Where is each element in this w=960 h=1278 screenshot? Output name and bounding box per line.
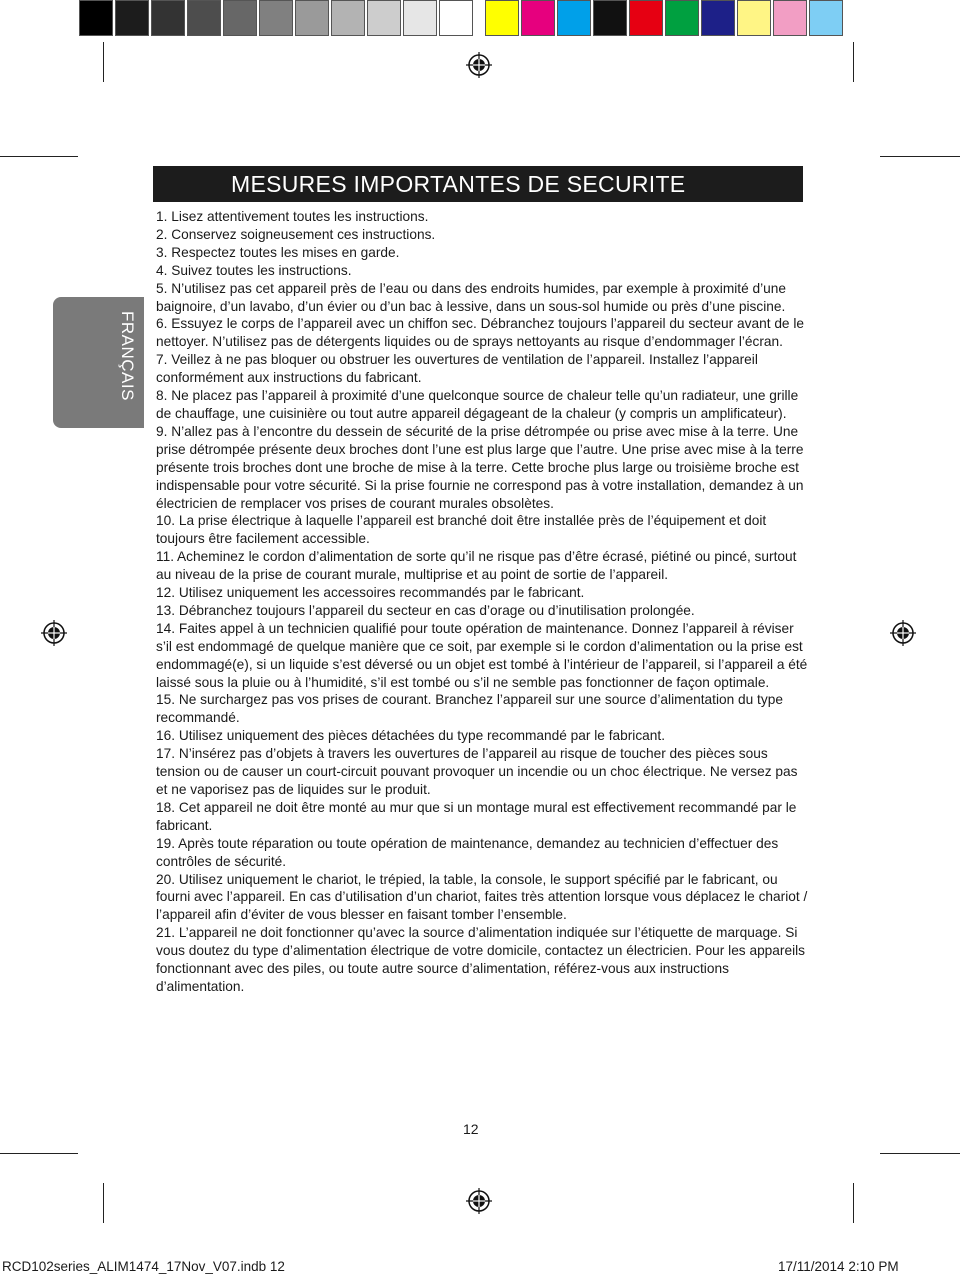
- instruction-item: 17. N’insérez pas d’objets à travers les ouvertures de l’appareil au risque de toucher des pièces sous tension ou de causer un court-circuit pouvant provoquer un incendie ou un choc électrique. Ne versez pas et ne vaporisez pas de liquides sur le produit.: [156, 746, 798, 797]
- instruction-item: 8. Ne placez pas l’appareil à proximité d’une quelconque source de chaleur telle qu’un radiateur, une grille de chauffage, une cuisinière ou tout autre appareil dégageant de la chaleur (y compris un amplificateur).: [156, 388, 799, 421]
- language-tab: [53, 297, 144, 428]
- instruction-item: 13. Débranchez toujours l’appareil du secteur en cas d’orage ou d’inutilisation prolongée.: [156, 602, 695, 618]
- instruction-item: 5. N’utilisez pas cet appareil près de l’eau ou dans des endroits humides, par exemple à proximité d’une baignoire, d’un lavabo, d’un évier ou d’un bac à lessive, dans un sous-sol humide ou près d’une piscine.: [156, 280, 786, 314]
- calibration-swatch: [187, 0, 221, 36]
- calibration-swatch: [701, 0, 735, 36]
- footer-file-name: RCD102series_ALIM1474_17Nov_V07.indb 12: [2, 1259, 285, 1274]
- instruction-item: 15. Ne surchargez pas vos prises de courant. Branchez l’appareil sur une source d’alimentation du type recommandé.: [156, 692, 783, 726]
- registration-mark-icon: [466, 1188, 492, 1214]
- instruction-item: 11. Acheminez le cordon d’alimentation de sorte qu’il ne risque pas d’être écrasé, piétiné ou pincé, surtout au niveau de la prise de courant murale, multiprise et au point de sortie de l’appareil.: [156, 549, 797, 583]
- calibration-swatch: [331, 0, 365, 36]
- calibration-swatch: [773, 0, 807, 36]
- crop-mark: [0, 1153, 78, 1154]
- calibration-swatch: [665, 0, 699, 36]
- title-bar: [153, 166, 803, 202]
- crop-mark: [103, 1183, 104, 1223]
- page-number: 12: [463, 1121, 479, 1137]
- calibration-swatch: [259, 0, 293, 36]
- footer-timestamp: 17/11/2014 2:10 PM: [778, 1259, 899, 1274]
- registration-mark-icon: [466, 52, 492, 78]
- calibration-swatch: [223, 0, 257, 36]
- instruction-item: 19. Après toute réparation ou toute opération de maintenance, demandez au technicien d’effectuer des contrôles de sécurité.: [156, 835, 779, 869]
- calibration-swatch: [79, 0, 113, 36]
- safety-instructions-list: [156, 208, 808, 996]
- calibration-swatch: [403, 0, 437, 36]
- calibration-swatch: [737, 0, 771, 36]
- instruction-item: 7. Veillez à ne pas bloquer ou obstruer les ouvertures de ventilation de l’appareil. Installez l’appareil conformément aux instructions du fabricant.: [156, 352, 758, 386]
- instruction-item: 14. Faites appel à un technicien qualifié pour toute opération de maintenance. Donnez l’appareil à réviser s’il est endommagé de quelque manière que ce soit, par exemple si le cordon d’alimentation ou la prise est endommagé(e), si un liquide s’est déversé ou un objet est tombé à l’intérieur de l’appareil, si l’appareil a été laissé sous la pluie ou à l’humidité, s’il est tombé ou s’il ne semble pas fonctionner de façon optimale.: [156, 620, 808, 690]
- calibration-swatch: [151, 0, 185, 36]
- calibration-swatch: [367, 0, 401, 36]
- calibration-swatch: [439, 0, 473, 36]
- color-calibration-bar: [485, 0, 845, 38]
- calibration-swatch: [485, 0, 519, 36]
- instruction-item: 3. Respectez toutes les mises en garde.: [156, 244, 400, 260]
- calibration-swatch: [593, 0, 627, 36]
- calibration-swatch: [809, 0, 843, 36]
- instruction-item: 4. Suivez toutes les instructions.: [156, 262, 352, 278]
- crop-mark: [0, 156, 78, 157]
- instruction-item: 1. Lisez attentivement toutes les instructions.: [156, 209, 429, 224]
- calibration-swatch: [521, 0, 555, 36]
- crop-mark: [880, 156, 960, 157]
- calibration-swatch: [629, 0, 663, 36]
- instruction-item: 20. Utilisez uniquement le chariot, le trépied, la table, la console, le support spécifié par le fabricant, ou fourni avec l’appareil. En cas d’utilisation d’un chariot, faites très attention lorsque vous déplacez le chariot / l’appareil afin d’éviter de vous blesser en faisant tomber l’ensemble.: [156, 871, 808, 923]
- instruction-item: 2. Conservez soigneusement ces instructions.: [156, 226, 436, 242]
- page-title: MESURES IMPORTANTES DE SECURITE: [231, 170, 686, 197]
- registration-mark-icon: [41, 620, 67, 646]
- crop-mark: [853, 42, 854, 82]
- calibration-swatch: [295, 0, 329, 36]
- instruction-item: 10. La prise électrique à laquelle l’appareil est branché doit être installée près de l’équipement et doit toujours être facilement accessible.: [156, 513, 767, 547]
- registration-mark-icon: [890, 620, 916, 646]
- instruction-item: 16. Utilisez uniquement des pièces détachées du type recommandé par le fabricant.: [156, 728, 666, 744]
- instruction-item: 6. Essuyez le corps de l’appareil avec un chiffon sec. Débranchez toujours l’appareil du secteur avant de le nettoyer. N’utilisez pas de détergents liquides ou de sprays nettoyants au risque d’endommager l’écran.: [156, 316, 804, 350]
- crop-mark: [853, 1183, 854, 1223]
- language-tab-label: FRANÇAIS: [118, 311, 137, 401]
- grayscale-calibration-bar: [79, 0, 475, 38]
- instruction-item: 18. Cet appareil ne doit être monté au mur que si un montage mural est effectivement recommandé par le fabricant.: [156, 799, 797, 833]
- crop-mark: [880, 1153, 960, 1154]
- crop-mark: [103, 42, 104, 82]
- calibration-swatch: [115, 0, 149, 36]
- calibration-swatch: [557, 0, 591, 36]
- instruction-item: 9. N’allez pas à l’encontre du dessein de sécurité de la prise détrompée ou prise avec mise à la terre. Une prise détrompée présente deux broches dont l’une est plus large que l’autre. Une prise avec mise à la terre présente trois broches dont une broche de mise à la terre. Cette broche plus large ou troisième broche est indispensable pour votre sécurité. Si la prise fournie ne correspond pas à votre installation, demandez à un électricien de remplacer vos prises de courant murales obsolètes.: [156, 423, 804, 511]
- instruction-item: 12. Utilisez uniquement les accessoires recommandés par le fabricant.: [156, 585, 585, 601]
- instruction-item: 21. L’appareil ne doit fonctionner qu’avec la source d’alimentation indiquée sur l’étiquette de marquage. Si vous doutez du type d’alimentation électrique de votre domicile, contactez un électricien. Pour les appareils fonctionnant avec des piles, ou toute autre source d’alimentation, référez-vous aux instructions d’alimentation.: [156, 925, 805, 994]
